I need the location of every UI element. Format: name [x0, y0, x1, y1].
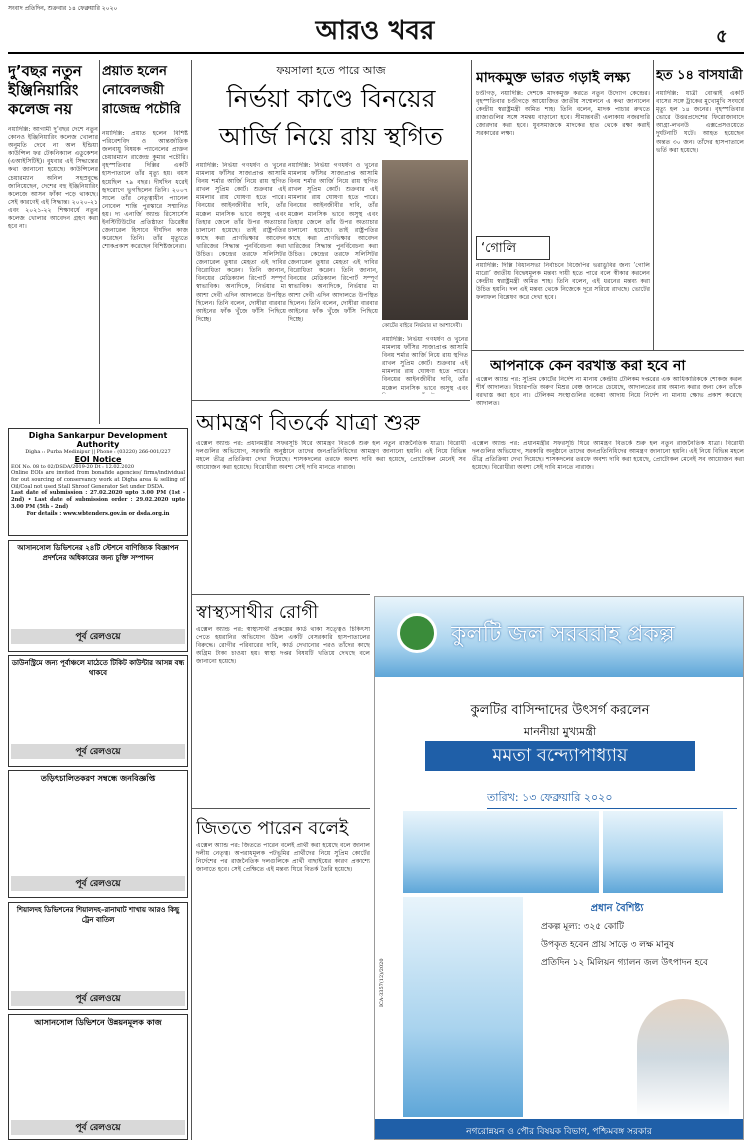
- ad-footer: নগরোন্নয়ন ও পৌর বিষয়ক বিভাগ, পশ্চিমবঙ্গ সরকার: [375, 1119, 743, 1139]
- lead-kicker: ফয়সালা হতে পারে আজ: [276, 64, 386, 77]
- lead-body-left: নয়াদিল্লি: নির্ভয়া গণধর্ষণ ও খুনের মামলায় ফাঁসির সাজাপ্রাপ্ত আসামি বিনয় শর্মার আর্জি নিয়ে রায় স্থগিত রাখল সুপ্রিম কোর্ট। শুক্রবার এই মামলার রায় ঘোষণা হতে পারে। বিনয়ের আইনজীবীর দাবি, তাঁর মক্কেল মানসিক ভাবে অসুস্থ এবং তিহার জেলে তাঁর উপর অত্যাচার চালানো হয়েছে। তাই রাষ্ট্রপতির কাছে করা প্রাণভিক্ষার আবেদন খারিজের সিদ্ধান্ত পুনর্বিবেচনা করা উচিত। কেন্দ্রের তরফে সলিসিটর জেনারেল তুষার মেহতা এই দাবির বিরোধিতা করেন। তিনি জানান, বিনয়ের মেডিক্যাল রিপোর্ট সম্পূর্ণ স্বাভাবিক। অন্যদিকে, নির্ভয়ার মা আশা দেবী এদিন আদালতে উপস্থিত ছিলেন। তিনি বলেন, দোষীরা বারবার আইনের ফাঁক খুঁজে ফাঁসি পিছিয়ে দিচ্ছে।: [196, 162, 286, 323]
- tender-notice: Digha Sankarpur Development Authority Digha :: Purba Medinipur || Phone : (03220) 266-001/227 EOI Notice EOI No. 08 to 02/DSDA/2019-20 Dt : 12.02.2020 Online EOIs are invited from bonafide agencies/ firms/individual for out sourcing of conservancy work at Digha area & selling of Oil/Coal not used Stall Shroof Generator Set under DSDA. Last date of submission : 27.02.2020 upto 3.00 PM (1st - 2nd) • Last date of submission order : 29.02.2020 upto 3.00 PM (5th - 2nd) For details : www.wbtenders.gov.in or dsda.org.in: [8, 428, 188, 536]
- rail-notice-1: আসানসোল ডিভিশনের ২৪টি স্টেশনে বাণিজ্যিক বিজ্ঞাপন প্রদর্শনের অধিকারের জন্য চুক্তি সম্পাদন পূর্ব রেলওয়ে: [8, 540, 188, 652]
- jitte-headline: জিততে পারেন বলেই: [196, 818, 349, 839]
- rail-notice-3: তড়িৎচালিতকরণ সম্বন্ধে জনবিজ্ঞপ্তি পূর্ব রেলওয়ে: [8, 770, 188, 898]
- lead-photo-caption: কোর্টের বাইরে নির্ভয়ার মা আশাদেবী।: [382, 323, 463, 329]
- ad-features-title: প্রধান বৈশিষ্ট্য: [590, 903, 644, 914]
- section-title: আরও খবর: [315, 16, 435, 46]
- ad-photo-tank-2: [403, 897, 523, 1117]
- col1-body: নয়াদিল্লি: আগামী দু’বছর দেশে নতুন কোনও ইঞ্জিনিয়ারিং কলেজ খোলার অনুমতি দেবে না অল ইন্ডিয়া কাউন্সিল ফর টেকনিক্যাল এডুকেশন (এআইসিটিই)। বুধবার এই সিদ্ধান্তের কথা জানানো হয়েছে। কাউন্সিলের চেয়ারম্যান অনিল সহস্রবুদ্ধে জানিয়েছেন, দেশের বহু ইঞ্জিনিয়ারিং কলেজে আসন ফাঁকা পড়ে থাকছে। সেই কারণেই এই সিদ্ধান্ত। ২০২০-২১ এবং ২০২১-২২ শিক্ষাবর্ষে নতুন কলেজ খোলার আবেদন গ্রহণ করা হবে না।: [8, 126, 98, 231]
- lead-body-mid: নয়াদিল্লি: নির্ভয়া গণধর্ষণ ও খুনের মামলায় ফাঁসির সাজাপ্রাপ্ত আসামি বিনয় শর্মার আর্জি নিয়ে রায় স্থগিত রাখল সুপ্রিম কোর্ট। শুক্রবার এই মামলার রায় ঘোষণা হতে পারে। বিনয়ের আইনজীবীর দাবি, তাঁর মক্কেল মানসিক ভাবে অসুস্থ এবং তিহার জেলে তাঁর উপর অত্যাচার চালানো হয়েছে। তাই রাষ্ট্রপতির কাছে করা প্রাণভিক্ষার আবেদন খারিজের সিদ্ধান্ত পুনর্বিবেচনা করা উচিত। কেন্দ্রের তরফে সলিসিটর জেনারেল তুষার মেহতা এই দাবির বিরোধিতা করেন। তিনি জানান, বিনয়ের মেডিক্যাল রিপোর্ট সম্পূর্ণ স্বাভাবিক। অন্যদিকে, নির্ভয়ার মা আশা দেবী এদিন আদালতে উপস্থিত ছিলেন। তিনি বলেন, দোষীরা বারবার আইনের ফাঁক খুঁজে ফাঁসি পিছিয়ে দিচ্ছে।: [288, 162, 378, 323]
- ad-feature-1: প্রকল্প মূল্য: ৩২৫ কোটি: [541, 922, 624, 932]
- ad-photo-tank-1: [603, 811, 723, 893]
- ad-feature-3: প্রতিদিন ১২ মিলিয়ন গ্যালন জল উৎপাদন হবে: [541, 958, 709, 968]
- right2-body: নয়াদিল্লি: যাত্রী বোঝাই একটি বাসের সঙ্গে ট্রাকের মুখোমুখি সংঘর্ষে মৃত্যু হল ১৪ জনের। বৃহস্পতিবার ভোরে উত্তরপ্রদেশের ফিরোজাবাদে আগ্রা-লখনউ এক্সপ্রেসওয়েতে দুর্ঘটনাটি ঘটে। আহত হয়েছেন অন্তত ৩০ জন। তাঁদের হাসপাতালে ভর্তি করা হয়েছে।: [656, 90, 744, 154]
- rail-notice-4: শিয়ালদহ ডিভিশনের শিয়ালদহ–রানাঘাট শাখায় আরও কিছু ট্রেন বাতিল পূর্ব রেলওয়ে: [8, 902, 188, 1010]
- col1-headline: দু’বছর নতুন ইঞ্জিনিয়ারিং কলেজ নয়: [8, 62, 82, 118]
- date-line: সংবাদ প্রতিদিন, শুক্রবার ১৪ ফেব্রুয়ারি ২০২০: [8, 5, 118, 12]
- ad-photo-bridge: [403, 811, 599, 893]
- ad-emblem-icon: [397, 613, 437, 653]
- ad-kulti-water: [374, 596, 744, 1140]
- lead-headline: নির্ভয়া কাণ্ডে বিনয়ের আর্জি নিয়ে রায় স্থগিত: [219, 84, 443, 151]
- barkhast-headline: আপনাকে কেন বরখাস্ত করা হবে না: [490, 358, 686, 374]
- right2-headline: হত ১৪ বাসযাত্রী: [656, 68, 743, 83]
- amantran-body-2: এক্সেল অ্যান্ড পর: প্রধানমন্ত্রীর সফরসূচি ঘিরে আমন্ত্রণ বিতর্কে শুরু হল নতুন রাজনৈতিক যাত্রা। বিরোধী দলগুলির অভিযোগ, সরকারি অনুষ্ঠানে তাদের জনপ্রতিনিধিদের আমন্ত্রণ জানানো হয়নি। এই নিয়ে বিভিন্ন মহলে তীব্র প্রতিক্রিয়া দেখা দিয়েছে। শাসকদলের তরফে অবশ্য দাবি করা হয়েছে, প্রোটোকল মেনেই সব আয়োজন করা হয়েছে। বিরোধীরা অবশ্য সেই দাবি মানতে নারাজ।: [472, 440, 744, 472]
- swasthya-headline: স্বাস্থ্যসাথীর রোগী: [196, 602, 319, 623]
- lead-body-right: নয়াদিল্লি: নির্ভয়া গণধর্ষণ ও খুনের মামলায় ফাঁসির সাজাপ্রাপ্ত আসামি বিনয় শর্মার আর্জি নিয়ে রায় স্থগিত রাখল সুপ্রিম কোর্ট। শুক্রবার এই মামলার রায় ঘোষণা হতে পারে। বিনয়ের আইনজীবীর দাবি, তাঁর মক্কেল মানসিক ভাবে অসুস্থ এবং: [382, 336, 468, 392]
- rail-notice-2: ডাউনস্ট্রিমে জন্য পূর্বাঞ্চলে মাঠেতে টিকিট কাউন্টার আসন্ন বন্ধ থাকবে পূর্ব রেলওয়ে: [8, 655, 188, 767]
- barkhast-body: এক্সেল অ্যান্ড পর: সুপ্রিম কোর্টের নির্দেশ না মানায় কেন্দ্রীয় টেলিকম দপ্তরের এক আধিকারিককে শোকজ করল শীর্ষ আদালত। বিচারপতি অরুণ মিশ্রর বেঞ্চ জানতে চেয়েছে, আদালতের রায় অমান্য করার জন্য কেন তাঁকে বরখাস্ত করা হবে না। টেলিকম সংস্থাগুলির বকেয়া আদায় নিয়ে নির্দেশ না মানায় ক্ষোভ প্রকাশ করেছে আদালত।: [476, 376, 742, 408]
- amantran-body: এক্সেল অ্যান্ড পর: প্রধানমন্ত্রীর সফরসূচি ঘিরে আমন্ত্রণ বিতর্কে শুরু হল নতুন রাজনৈতিক যাত্রা। বিরোধী দলগুলির অভিযোগ, সরকারি অনুষ্ঠানে তাদের জনপ্রতিনিধিদের আমন্ত্রণ জানানো হয়নি। এই নিয়ে বিভিন্ন মহলে তীব্র প্রতিক্রিয়া দেখা দিয়েছে। শাসকদলের তরফে অবশ্য দাবি করা হয়েছে, প্রোটোকল মেনেই সব আয়োজন করা হয়েছে। বিরোধীরা অবশ্য সেই দাবি মানতে নারাজ।: [196, 440, 466, 472]
- jitte-body: এক্সেল অ্যান্ড পর: জিততে পারেন বলেই প্রার্থী করা হয়েছে বলে জানাল দলীয় নেতৃত্ব। অপরাধমূলক পটভূমির প্রার্থীদের নিয়ে সুপ্রিম কোর্টের নির্দেশের পর রাজনৈতিক দলগুলিকে প্রার্থী বাছাইয়ের কারণ প্রকাশ্যে জানাতে হবে। সেই প্রেক্ষিতে এই মন্তব্য ঘিরে বিতর্ক তৈরি হয়েছে।: [196, 842, 370, 874]
- right1-headline: মাদকমুক্ত ভারত গড়াই লক্ষ্য: [476, 70, 631, 86]
- rail-notice-5: আসানসোল ডিভিশনে উন্নয়নমূলক কাজ পূর্ব রেলওয়ে: [8, 1014, 188, 1140]
- col2-headline: প্রয়াত হলেন নোবেলজয়ী রাজেন্দ্র পচৌরি: [102, 64, 181, 117]
- ad-by: মাননীয়া মুখ্যমন্ত্রী: [523, 725, 597, 738]
- ad-feature-2: উপকৃত হবেন প্রায় সাড়ে ৩ লক্ষ মানুষ: [541, 940, 675, 950]
- goli-body: নয়াদিল্লি: দিল্লি বিধানসভা নির্বাচনে বিজেপির ভরাডুবির জন্য ‘গোলি মারো’ জাতীয় বিদ্বেষমূলক মন্তব্য দায়ী হতে পারে বলে স্বীকার করলেন কেন্দ্রীয় স্বরাষ্ট্রমন্ত্রী অমিত শাহ। তিনি বলেন, এই ধরনের মন্তব্য করা উচিত হয়নি। দল এই মন্তব্য থেকে নিজেকে দূরে সরিয়ে রাখছে। ভোটের ফলাফল বিশ্লেষণ করে দেখা হবে।: [476, 262, 650, 302]
- ad-name: মমতা বন্দ্যোপাধ্যায়: [425, 741, 695, 771]
- swasthya-body: এক্সেল অ্যান্ড পর: স্বাস্থ্যসাথী প্রকল্পের কার্ড থাকা সত্ত্বেও চিকিৎসা পেতে হয়রানির অভিযোগ উঠল একটি বেসরকারি হাসপাতালের বিরুদ্ধে। রোগীর পরিবারের দাবি, কার্ড দেখানোর পরও তাঁদের কাছে অগ্রিম টাকা চাওয়া হয়। স্বাস্থ্য দপ্তর বিষয়টি খতিয়ে দেখছে বলে জানানো হয়েছে।: [196, 626, 370, 666]
- goli-headline: ‘গোলি: [476, 236, 550, 260]
- ad-title: কুলটি জল সরবরাহ প্রকল্প: [451, 622, 675, 647]
- col2-body: নয়াদিল্লি: প্রয়াত হলেন বিশিষ্ট পরিবেশবিদ ও আন্তর্জাতিক জলবায়ু বিষয়ক প্যানেলের প্রাক্তন চেয়ারম্যান রাজেন্দ্র কুমার পচৌরি। বৃহস্পতিবার দিল্লির একটি হাসপাতালে তাঁর মৃত্যু হয়। বয়স হয়েছিল ৭৯ বছর। দীর্ঘদিন ধরেই হৃদরোগে ভুগছিলেন তিনি। ২০০৭ সালে তাঁর নেতৃত্বাধীন প্যানেল নোবেল শান্তি পুরস্কারে সম্মানিত হয়। দ্য এনার্জি অ্যান্ড রিসোর্সেস ইনস্টিটিউটের প্রতিষ্ঠাতা ডিরেক্টর জেনারেল হিসাবে দীর্ঘদিন কাজ করেছেন তিনি। তাঁর মৃত্যুতে শোকপ্রকাশ করেছেন বিশিষ্টজনেরা।: [102, 130, 188, 251]
- ad-portrait: [637, 999, 729, 1117]
- ad-dedication: কুলটির বাসিন্দাদের উৎসর্গ করলেন: [470, 703, 650, 718]
- ad-date: তারিখ: ১৩ ফেব্রুয়ারি ২০২০: [487, 789, 737, 809]
- lead-photo: [382, 160, 468, 320]
- amantran-headline: আমন্ত্রণ বিতর্কে যাত্রা শুরু: [196, 411, 421, 436]
- page-number: ৫: [716, 26, 728, 47]
- right1-body: চণ্ডীগড়, নয়াদিল্লি: দেশকে মাদকমুক্ত করতে নতুন উদ্যোগ কেন্দ্রের। বৃহস্পতিবার চণ্ডীগড়ে আয়োজিত জাতীয় সম্মেলনে এ কথা জানালেন কেন্দ্রীয় স্বরাষ্ট্রমন্ত্রী অমিত শাহ। তিনি বলেন, মাদক পাচার রুখতে রাজ্যগুলির সঙ্গে সমন্বয় বাড়ানো হবে। সীমান্তবর্তী এলাকায় নজরদারি জোরদার করা হবে। যুবসমাজকে মাদকের হাত থেকে রক্ষা করাই সরকারের লক্ষ্য।: [476, 90, 650, 138]
- ad-ica: ICA-3357(12)/2020: [379, 958, 385, 1007]
